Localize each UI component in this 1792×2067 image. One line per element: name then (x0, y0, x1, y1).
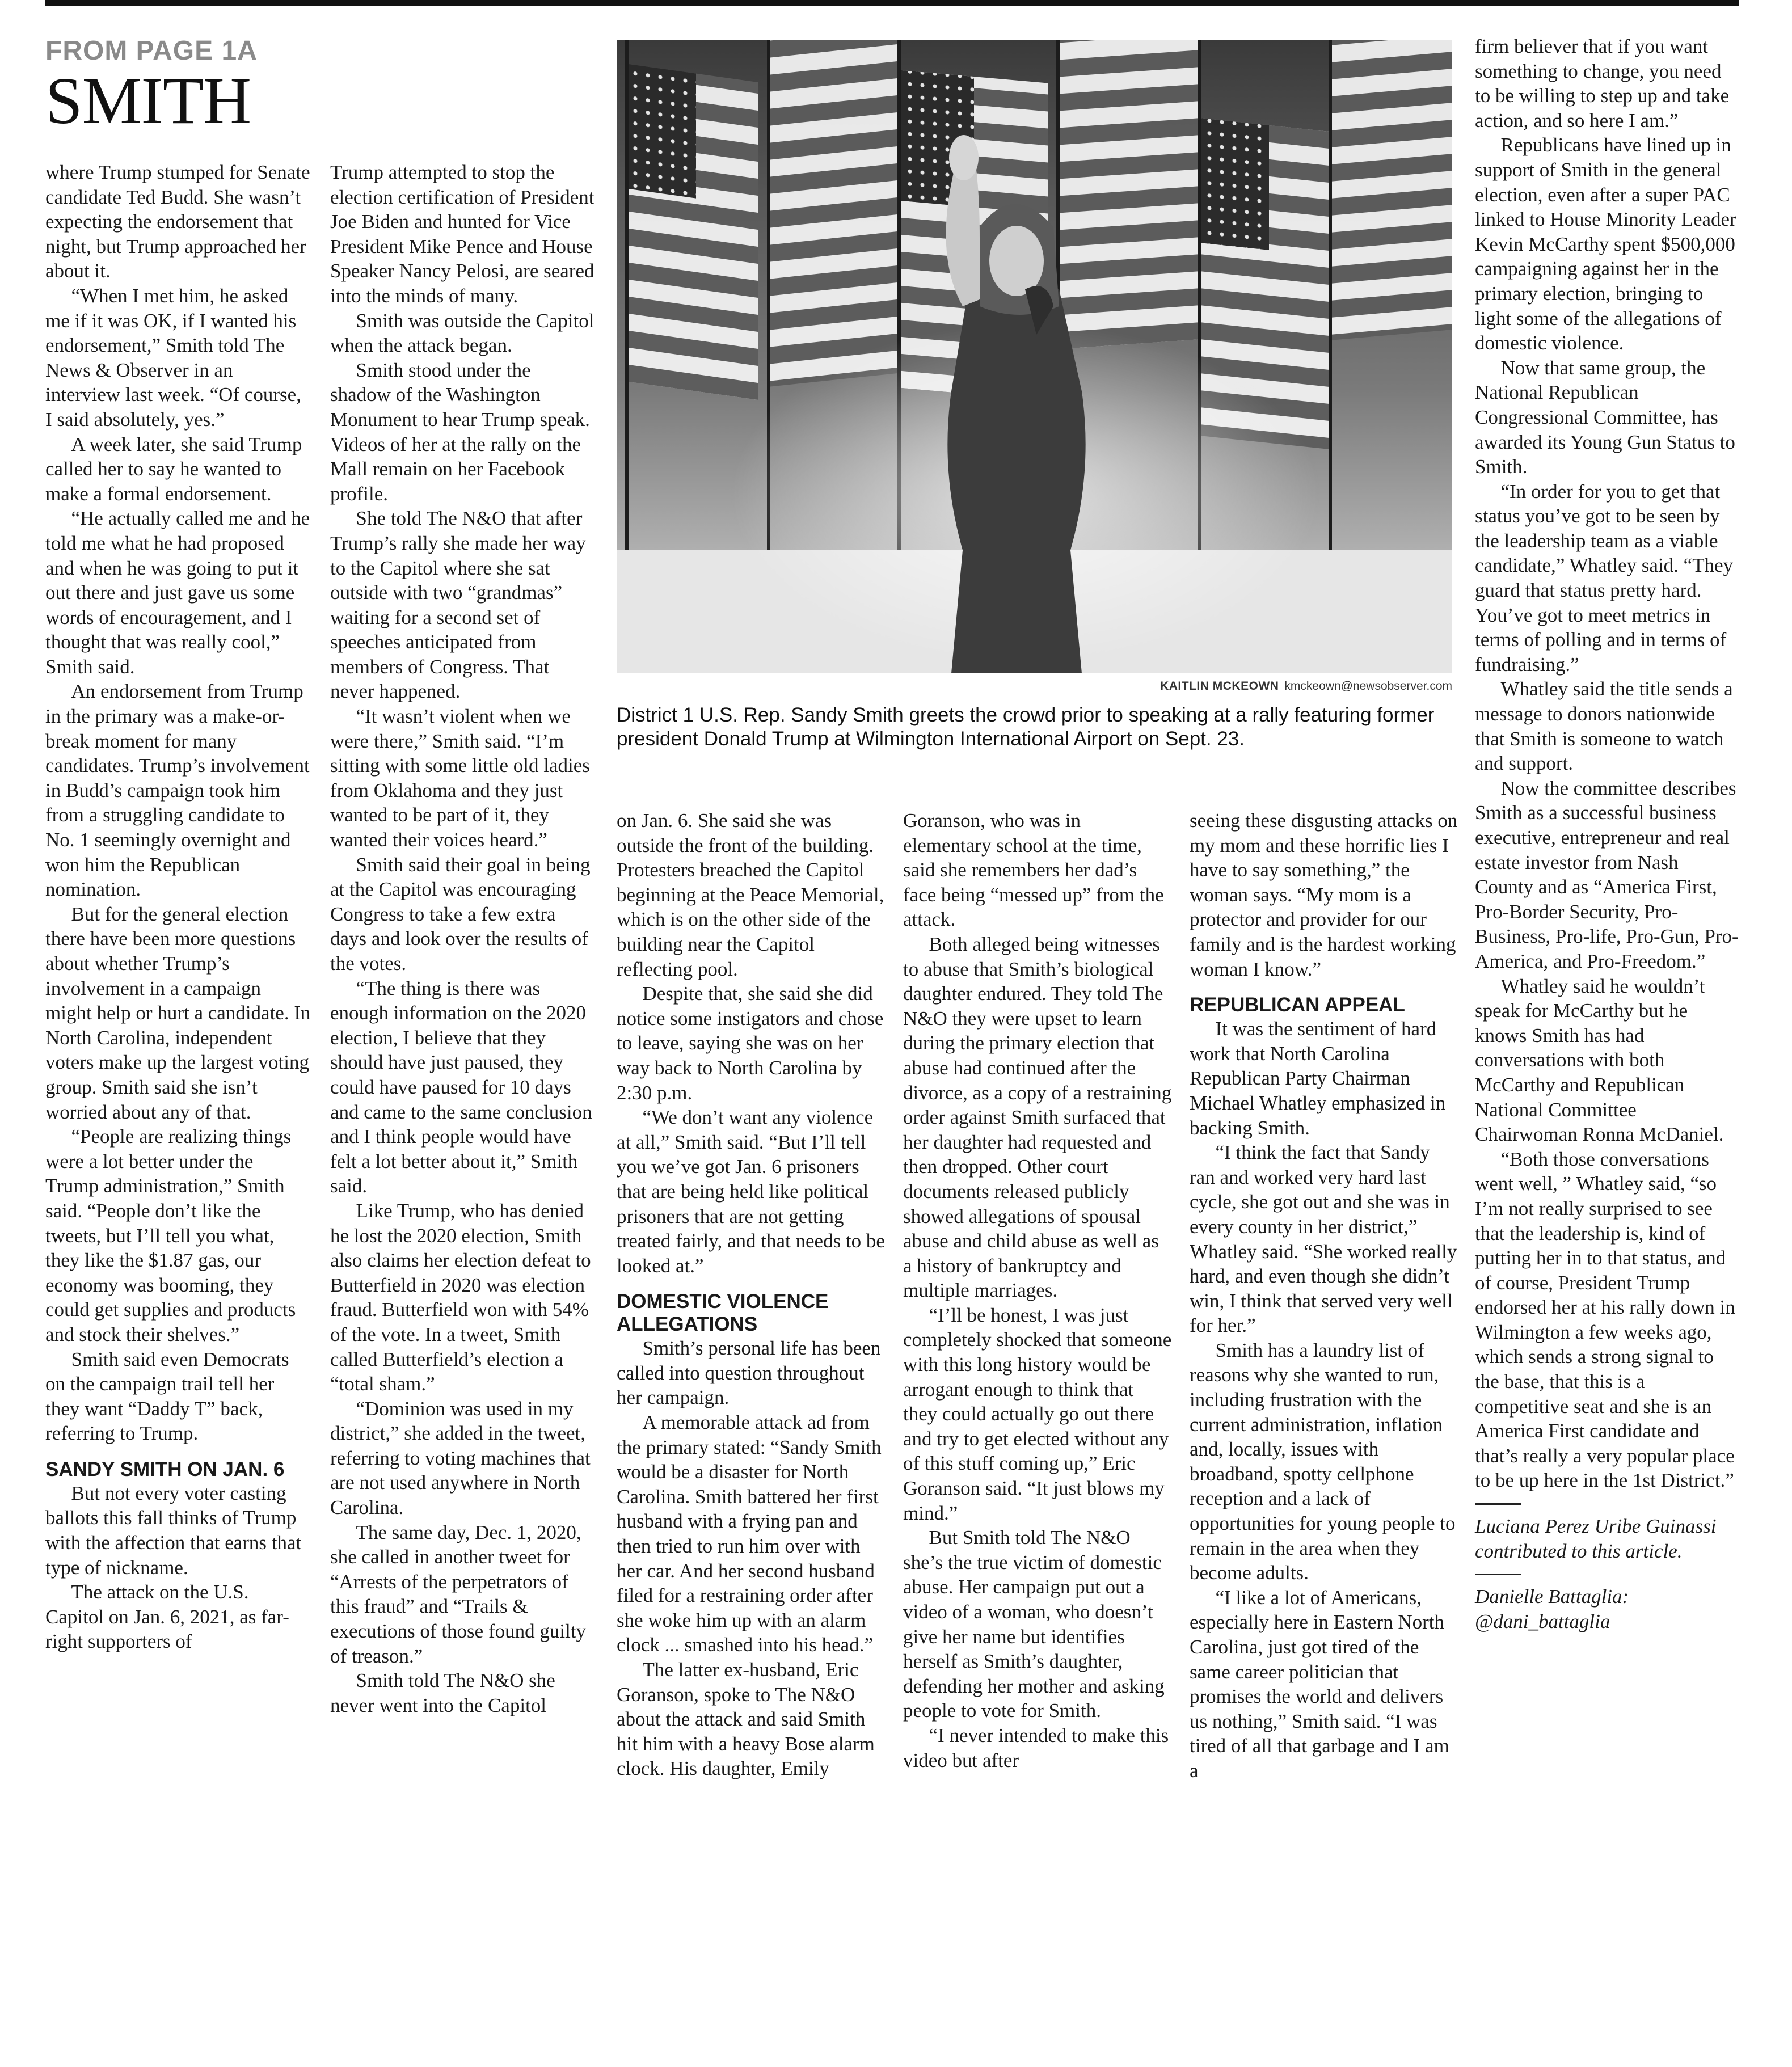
paragraph: Smith said even Democrats on the campaign trail tell her they want “Daddy T” back, referring to Trump. (45, 1348, 289, 1445)
jump-kicker: FROM PAGE 1A (45, 36, 258, 66)
paragraph: Republicans have lined up in support of Smith in the general election, even after a super PAC linked to House Minority Leader Kevin McCarthy spent $500,000 campaigning against her in the primary election, bringing to light some of the allegations of domestic violence. (1475, 134, 1736, 355)
paragraph: The latter ex-husband, Eric Goranson, spoke to The N&O about the attack and said Smith hit him with a heavy Bose alarm clock. His daughter, Emily (617, 1659, 875, 1780)
paragraph: Both alleged being witnesses to abuse that Smith’s biological daughter endured. They told The N&O they were upset to learn during the primary election that abuse had continued after the divorce, as a copy of a restraining order against Smith surfaced that her daughter had requested and then dropped. Other court documents released publicly showed allegations of spousal abuse and child abuse as well as a history of bankruptcy and multiple marriages. (903, 933, 1172, 1302)
paragraph: Now the committee describes Smith as a successful business executive, entrepreneur and real estate investor from Nash County and as “America First, Pro-Border Security, Pro-Business, Pro-life, Pro-Gun, Pro-America, and Pro-Freedom.” (1475, 777, 1739, 972)
paragraph: But for the general election there have been more questions about whether Trump’s involvement in a campaign might help or hurt a candidate. In North Carolina, independent voters make up the largest voting group. Smith said she isn’t worried about any of that. (45, 902, 311, 1123)
jump-headline: SMITH (45, 64, 251, 138)
paragraph: “We don’t want any violence at all,” Smith said. “But I’ll tell you we’ve got Jan. 6 prisoners that are being held like political prisoners that are not getting treated fairly, and that needs to be looked at.” (617, 1106, 885, 1277)
paragraph: “I never intended to make this video but after (903, 1724, 1169, 1771)
column-3 (617, 808, 886, 1781)
paragraph: “It wasn’t violent when we were there,” Smith said. “I’m sitting with some little old ladies from Oklahoma and they just wanted to be part of it, they wanted their voices heard.” (330, 705, 590, 851)
paragraph: Now that same group, the National Republican Congressional Committee, has awarded its Young Gun Status to Smith. (1475, 356, 1735, 478)
paragraph: “Dominion was used in my district,” she added in the tweet, referring to voting machines that are not used anywhere in North Carolina. (330, 1397, 591, 1519)
paragraph: Goranson, who was in elementary school at the time, said she remembers her dad’s face being “messed up” from the attack. (903, 809, 1164, 931)
paragraph: But not every voter casting ballots this fall thinks of Trump with the affection that earns that type of nickname. (45, 1482, 302, 1579)
paragraph: “When I met him, he asked me if it was OK, if I wanted his endorsement,” Smith told The News & Observer in an interview last week. “Of course, I said absolutely, yes.” (45, 284, 301, 431)
paragraph: Smith told The N&O she never went into the Capitol (330, 1669, 555, 1716)
paragraph: The same day, Dec. 1, 2020, she called in another tweet for “Arrests of the perpetrators of this fraud” and “Trails & executions of those found guilty of treason.” (330, 1521, 587, 1667)
contributor-credit: Luciana Perez Uribe Guinassi contributed to this article. (1475, 1515, 1717, 1562)
paragraph: firm believer that if you want something to change, you need to be willing to step up and take action, and so here I am.” (1475, 35, 1730, 132)
subhead-jan-6: SANDY SMITH ON JAN. 6 (45, 1458, 285, 1480)
paragraph: Despite that, she said she did notice some instigators and chose to leave, saying she was on her way back to North Carolina by 2:30 p.m. (617, 982, 884, 1104)
top-rule (45, 0, 1739, 6)
photographer-email: kmckeown@newsobserver.com (1284, 680, 1452, 693)
column-2 (330, 160, 596, 1718)
column-4 (903, 808, 1173, 1773)
subhead-domestic-violence: DOMESTIC VIOLENCE ALLEGATIONS (617, 1290, 829, 1336)
paragraph: She told The N&O that after Trump’s rally she made her way to the Capitol where she sat outside with two “grandmas” waiting for a second set of speeches anticipated from members of Congress. That never happened. (330, 507, 586, 703)
paragraph: “Both those conversations went well, ” Whatley said, “so I’m not really surprised to see that the leadership is, kind of putting her in to that status, and of course, President Trump endorsed her at his rally down in Wilmington a few weeks ago, which sends a strong signal to the base, that this is a competitive seat and she is an America First candidate and that’s really a very popular place to be up here in the 1st District.” (1475, 1148, 1735, 1492)
paragraph: Smith has a laundry list of reasons why she wanted to run, including frustration with the current administration, inflation and, locally, issues with broadband, spotty cellphone reception and a lack of opportunities for young people to remain in the area when they become adults. (1190, 1339, 1456, 1584)
paragraph: seeing these disgusting attacks on my mom and these horrific lies I have to say something,” the woman says. “My mom is a protector and provider for our family and is the hardest working woman I know.” (1190, 809, 1458, 980)
paragraph: Smith’s personal life has been called into question throughout her campaign. (617, 1337, 881, 1409)
paragraph: But Smith told The N&O she’s the true victim of domestic abuse. Her campaign put out a video of a woman, who doesn’t give her name but identifies herself as Smith’s daughter, defending her mother and asking people to vote for Smith. (903, 1526, 1165, 1722)
paragraph: “In order for you to get that status you’ve got to be seen by the leadership team as a viable candidate,” Whatley said. “They guard that status pretty hard. You’ve got to meet metrics in terms of polling and in terms of fundraising.” (1475, 480, 1734, 676)
paragraph: where Trump stumped for Senate candidate Ted Budd. She wasn’t expecting the endorsement that night, but Trump approached her about it. (45, 161, 310, 282)
paragraph: It was the sentiment of hard work that North Carolina Republican Party Chairman Michael Whatley emphasized in backing Smith. (1190, 1018, 1446, 1139)
paragraph: “I think the fact that Sandy ran and worked very hard last cycle, she got out and she was in every county in her district,” Whatley said. “She worked really hard, and even though she didn’t win, I think that served very well for her.” (1190, 1141, 1457, 1337)
paragraph: An endorsement from Trump in the primary was a make-or-break moment for many candidates. Trump’s involvement in Budd’s campaign took him from a struggling candidate to No. 1 seemingly overnight and won him the Republican nomination. (45, 680, 310, 901)
paragraph: A week later, she said Trump called her to say he wanted to make a formal endorsement. (45, 433, 302, 505)
paragraph: Smith was outside the Capitol when the attack began. (330, 309, 594, 357)
paragraph: The attack on the U.S. Capitol on Jan. 6, 2021, as far-right supporters of (45, 1581, 289, 1653)
photographer-name: KAITLIN MCKEOWN (1160, 680, 1279, 693)
paragraph: Trump attempted to stop the election certification of President Joe Biden and hunted for Vice President Mike Pence and House Speaker Nancy Pelosi, are seared into the minds of many. (330, 161, 594, 307)
paragraph: Whatley said the title sends a message to donors nationwide that Smith is someone to watch and support. (1475, 678, 1733, 775)
subhead-republican-appeal: REPUBLICAN APPEAL (1190, 994, 1405, 1016)
column-1 (45, 160, 311, 1654)
paragraph: A memorable attack ad from the primary stated: “Sandy Smith would be a disaster for North Carolina. Smith battered her first husband with a frying pan and then tried to run him over with her car. And her second husband filed for a restraining order after she woke him up with an alarm clock ... smashed into his head.” (617, 1411, 882, 1656)
rally-photo (617, 40, 1452, 673)
paragraph: “He actually called me and he told me what he had proposed and when he was going to put it out there and just gave us some words of encouragement, and I thought that was really cool,” Smith said. (45, 507, 310, 678)
paragraph: Smith stood under the shadow of the Washington Monument to hear Trump speak. Videos of her at the rally on the Mall remain on her Facebook profile. (330, 358, 590, 505)
paragraph: “The thing is there was enough information on the 2020 election, I believe that they should have just paused, they could have paused for 10 days and came to the same conclusion and I think people would have felt a lot better about it,” Smith said. (330, 977, 592, 1197)
paragraph: “People are realizing things were a lot better under the Trump administration,” Smith said. “People don’t like the tweets, but I’ll tell you what, they like the $1.87 gas, our economy was booming, they could get supplies and products and stock their shelves.” (45, 1125, 296, 1345)
author-signoff: Danielle Battaglia: @dani_battaglia (1475, 1585, 1629, 1632)
paragraph: Whatley said he wouldn’t speak for McCarthy but he knows Smith has had conversations with both McCarthy and Republican National Committee Chairwoman Ronna McDaniel. (1475, 975, 1724, 1146)
column-6 (1475, 34, 1739, 1634)
photo-caption: District 1 U.S. Rep. Sandy Smith greets the crowd prior to speaking at a rally featuring former president Donald Trump at Wilmington International Airport on Sept. 23. (617, 704, 1435, 750)
paragraph: Smith said their goal in being at the Capitol was encouraging Congress to take a few extra days and look over the results of the votes. (330, 853, 591, 975)
divider (1475, 1574, 1521, 1575)
photo-credit (617, 680, 1452, 693)
paragraph: Like Trump, who has denied he lost the 2020 election, Smith also claims her election defeat to Butterfield in 2020 was election fraud. Butterfield won with 54% of the vote. In a tweet, Smith called Butterfield’s election a “total sham.” (330, 1199, 591, 1395)
column-5 (1190, 808, 1459, 1783)
divider (1475, 1503, 1521, 1505)
paragraph: “I’ll be honest, I was just completely shocked that someone with this long history would be arrogant enough to think that they could actually go out there and try to get elected without any of this stuff coming up,” Eric Goranson said. “It just blows my mind.” (903, 1304, 1172, 1524)
paragraph: on Jan. 6. She said she was outside the front of the building. Protesters breached the Capitol beginning at the Peace Memorial, which is on the other side of the building near the Capitol reflecting pool. (617, 809, 884, 980)
paragraph: “I like a lot of Americans, especially here in Eastern North Carolina, just got tired of the same career politician that promises the world and delivers us nothing,” Smith said. “I was tired of all that garbage and I am a (1190, 1586, 1449, 1782)
